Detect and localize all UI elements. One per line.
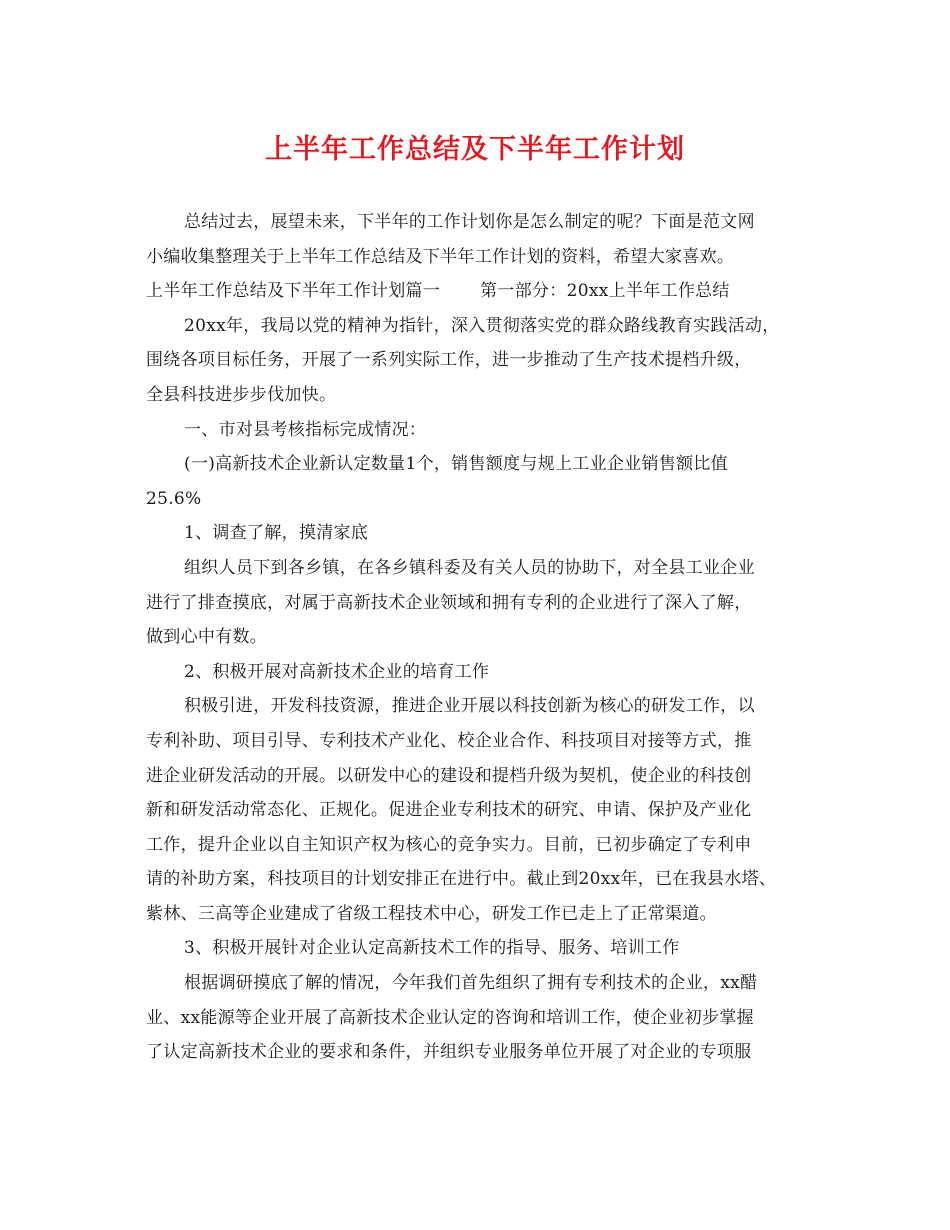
- text-line-content: 小编收集整理关于上半年工作总结及下半年工作计划的资料，希望大家喜欢。: [146, 246, 735, 267]
- text-line: [146, 724, 826, 759]
- document-title: 上半年工作总结及下半年工作计划: [265, 134, 685, 165]
- text-line: [146, 240, 826, 275]
- section-heading: 第一部分：20xx上半年工作总结: [480, 281, 730, 302]
- text-line: [146, 655, 826, 690]
- text-line: [146, 413, 826, 448]
- text-line-content: 全县科技进步步伐加快。: [146, 384, 337, 405]
- text-line-content: 根据调研摸底了解的情况，今年我们首先组织了拥有专利技术的企业，xx醋: [184, 973, 758, 994]
- text-line-content: 总结过去，展望未来，下半年的工作计划你是怎么制定的呢？下面是范文网: [184, 212, 755, 232]
- text-line-content: 2、积极开展对高新技术企业的培育工作: [184, 661, 490, 682]
- text-line-content: 进企业研发活动的开展。以研发中心的建设和提档升级为契机，使企业的科技创: [146, 765, 752, 786]
- text-line-content: (一)高新技术企业新认定数量1个，销售额度与规上工业企业销售额比值: [184, 454, 728, 475]
- text-line: [146, 309, 826, 344]
- text-line: [146, 551, 826, 586]
- text-line: [146, 343, 826, 378]
- text-line: [146, 759, 826, 794]
- text-line-content: 上半年工作总结及下半年工作计划篇一: [146, 281, 441, 302]
- text-line-content: 20xx年，我局以党的精神为指针，深入贯彻落实党的群众路线教育实践活动，: [184, 315, 780, 336]
- text-line: [146, 828, 826, 863]
- text-line-content: 业、xx能源等企业开展了高新技术企业认定的咨询和培训工作，使企业初步掌握: [146, 1007, 754, 1028]
- text-line-content: 组织人员下到各乡镇，在各乡镇科委及有关人员的协助下，对全县工业企业: [184, 557, 755, 578]
- text-line: [146, 274, 826, 309]
- text-line: [146, 931, 826, 966]
- text-line-content: 25.6%: [146, 488, 202, 509]
- text-line-content: 工作，提升企业以自主知识产权为核心的竞争实力。目前，已初步确定了专利申: [146, 834, 752, 855]
- text-line-content: 做到心中有数。: [146, 627, 268, 648]
- text-line: [146, 897, 826, 932]
- text-line-content: 积极引进，开发科技资源，推进企业开展以科技创新为核心的研发工作，以: [184, 696, 755, 717]
- text-line-content: 紫林、三高等企业建成了省级工程技术中心，研发工作已走上了正常渠道。: [146, 903, 717, 924]
- text-line: [146, 689, 826, 724]
- text-line-content: 3、积极开展针对企业认定高新技术工作的指导、服务、培训工作: [184, 938, 680, 959]
- text-line: [146, 1035, 826, 1070]
- text-line-content: 请的补助方案，科技项目的计划安排正在进行中。截止到20xx年，已在我县水塔、: [146, 869, 777, 890]
- text-line-content: 一、市对县考核指标完成情况：: [184, 419, 427, 440]
- text-line: [146, 205, 826, 240]
- text-line: [146, 378, 826, 413]
- text-line-content: 围绕各项目标任务，开展了一系列实际工作，进一步推动了生产技术提档升级，: [146, 350, 752, 371]
- text-line: [146, 620, 826, 655]
- text-line-content: 专利补助、项目引导、专利技术产业化、校企业合作、科技项目对接等方式，推: [146, 730, 752, 751]
- text-line: [146, 447, 826, 482]
- text-line: [146, 862, 826, 897]
- text-line-content: 进行了排查摸底，对属于高新技术企业领域和拥有专利的企业进行了深入了解，: [146, 592, 752, 613]
- text-line: [146, 966, 826, 1001]
- text-line: [146, 482, 826, 517]
- text-line-content: 1、调查了解，摸清家底: [184, 523, 369, 544]
- text-line: [146, 586, 826, 621]
- text-line-content: 新和研发活动常态化、正规化。促进企业专利技术的研究、申请、保护及产业化: [146, 800, 752, 821]
- text-line-content: 了认定高新技术企业的要求和条件，并组织专业服务单位开展了对企业的专项服: [146, 1042, 752, 1063]
- text-line: [146, 516, 826, 551]
- text-line: [146, 1001, 826, 1036]
- document-body: [146, 205, 826, 1070]
- text-line: [146, 793, 826, 828]
